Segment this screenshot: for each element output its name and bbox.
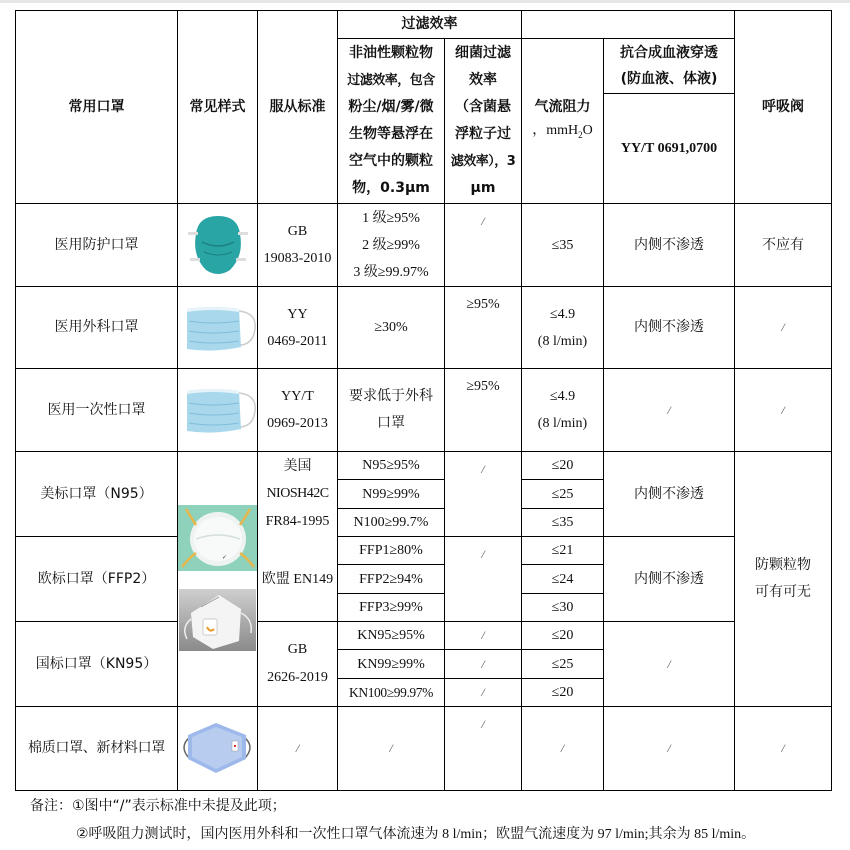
row-medical-protective-standard: GB 19083-2010 <box>263 224 332 266</box>
row-n95-standard: 美国 NIOSH42C FR84-1995 <box>265 458 330 529</box>
row-n95-particle-1: N95≥95% <box>362 458 420 473</box>
row-kn95-standard: GB 2626-2019 <box>267 642 328 685</box>
row-kn95-bacterial-2: / <box>481 656 485 671</box>
header-non-oil-particle: 非油性颗粒物 过滤效率，包含 粉尘/烟/雾/微 生物等悬浮在 空气中的颗粒 物，0.3μm <box>347 45 435 196</box>
row-kn95-blood: / <box>667 656 671 671</box>
respirator-valve-shared: 防颗粒物 可有可无 <box>755 557 811 600</box>
row-medical-protective-bacterial: / <box>481 214 485 228</box>
row-n95-bacterial: / <box>481 462 485 476</box>
row-n95-resistance-1: ≤20 <box>551 458 574 473</box>
note-line-1: 备注：①图中“/”表示标准中未提及此项； <box>30 798 286 814</box>
row-surgical-name: 医用外科口罩 <box>54 319 139 335</box>
row-medical-protective-resistance: ≤35 <box>551 237 574 253</box>
header-bacterial-filtration: 细菌过滤 效率 （含菌悬 浮粒子过 滤效率），3 μm <box>450 45 516 196</box>
row-surgical-standard: YY 0469-2011 <box>267 306 328 349</box>
row-kn95-particle-3: KN100≥99.97% <box>349 685 433 700</box>
header-style: 常见样式 <box>189 98 246 115</box>
row-disposable-blood: / <box>667 402 671 417</box>
row-surgical-particle: ≥30% <box>374 320 408 335</box>
row-cotton-standard: / <box>295 741 300 755</box>
row-ffp2-bacterial: / <box>481 547 485 561</box>
row-cotton-name: 棉质口罩、新材料口罩 <box>28 740 165 756</box>
teal-n95-mask-image <box>188 212 248 281</box>
row-ffp2-resistance-1: ≤21 <box>551 543 574 558</box>
header-mask-type: 常用口罩 <box>68 98 125 115</box>
row-n95-blood: 内侧不渗透 <box>634 485 704 502</box>
airflow-unit: ，mmH$_2$O <box>532 123 593 140</box>
row-ffp2-particle-3: FFP3≥99% <box>359 600 423 615</box>
row-surgical-valve: / <box>781 320 785 334</box>
row-kn95-bacterial-3: / <box>481 685 485 699</box>
header-exhalation-valve: 呼吸阀 <box>762 98 804 115</box>
row-ffp2-particle-1: FFP1≥80% <box>359 543 423 558</box>
row-surgical-bacterial: ≥95% <box>466 297 500 312</box>
row-surgical-blood: 内侧不渗透 <box>634 319 704 335</box>
row-disposable-standard: YY/T 0969-2013 <box>267 389 328 431</box>
row-kn95-resistance-3: ≤20 <box>551 685 574 700</box>
header-airflow-resistance: 气流阻力 ，mmH$_2$O <box>522 39 603 203</box>
row-cotton-resistance: / <box>560 741 565 755</box>
top-gray-strip <box>0 0 850 3</box>
row-kn95-resistance-2: ≤25 <box>551 656 574 672</box>
row-ffp2-standard: 欧盟 EN149 <box>261 571 334 587</box>
header-standard: 服从标准 <box>269 98 326 115</box>
note-line-2: ②呼吸阻力测试时，国内医用外科和一次性口罩气体流速为 8 l/min；欧盟气流速度为 97 l/min;其余为 85 l/min。 <box>76 826 756 842</box>
row-kn95-bacterial-1: / <box>481 628 485 642</box>
header-blood-penetration: 抗合成血液穿透 (防血液、体液) <box>620 45 718 87</box>
row-medical-protective-name: 医用防护口罩 <box>54 236 139 253</box>
blue-surgical-mask-image <box>183 303 257 360</box>
row-disposable-name: 医用一次性口罩 <box>47 401 146 418</box>
row-kn95-particle-1: KN95≥95% <box>357 628 425 643</box>
row-n95-resistance-3: ≤35 <box>551 515 574 530</box>
row-ffp2-resistance-2: ≤24 <box>551 571 574 587</box>
white-cup-n95-mask-image <box>178 505 257 576</box>
white-folded-valve-mask-image <box>179 589 256 656</box>
row-ffp2-name: 欧标口罩（FFP2） <box>37 570 156 587</box>
row-ffp2-particle-2: FFP2≥94% <box>359 571 423 587</box>
row-kn95-resistance-1: ≤20 <box>551 628 574 643</box>
blue-disposable-mask-image <box>183 385 257 442</box>
row-cotton-bacterial: / <box>481 717 485 731</box>
row-ffp2-blood: 内侧不渗透 <box>634 570 704 587</box>
row-disposable-resistance: ≤4.9 (8 l/min) <box>537 389 588 431</box>
row-n95-name: 美标口罩（N95） <box>40 485 153 502</box>
row-n95-particle-3: N100≥99.7% <box>353 515 429 530</box>
row-medical-protective-blood: 内侧不渗透 <box>634 236 704 253</box>
row-disposable-particle: 要求低于外科 口罩 <box>349 388 433 431</box>
header-filtration-efficiency: 过滤效率 <box>401 16 458 32</box>
svg-text:✓: ✓ <box>222 554 228 561</box>
row-disposable-bacterial: ≥95% <box>466 379 500 394</box>
row-kn95-name: 国标口罩（KN95） <box>35 655 158 672</box>
row-kn95-particle-2: KN99≥99% <box>357 656 425 672</box>
row-disposable-valve: / <box>781 402 785 417</box>
row-ffp2-resistance-3: ≤30 <box>551 600 574 615</box>
row-cotton-particle: / <box>389 741 393 755</box>
row-medical-protective-particle: 1 级≥95% 2 级≥99% 3 级≥99.97% <box>353 210 429 280</box>
row-surgical-resistance: ≤4.9 (8 l/min) <box>537 306 588 349</box>
row-cotton-valve: / <box>781 741 785 755</box>
row-medical-protective-valve: 不应有 <box>762 236 804 253</box>
row-n95-particle-2: N99≥99% <box>362 486 420 502</box>
header-blood-standard: YY/T 0691,0700 <box>620 141 718 156</box>
row-n95-resistance-2: ≤25 <box>551 486 574 502</box>
blue-cotton-mask-image <box>176 719 258 782</box>
row-cotton-blood: / <box>667 741 671 755</box>
